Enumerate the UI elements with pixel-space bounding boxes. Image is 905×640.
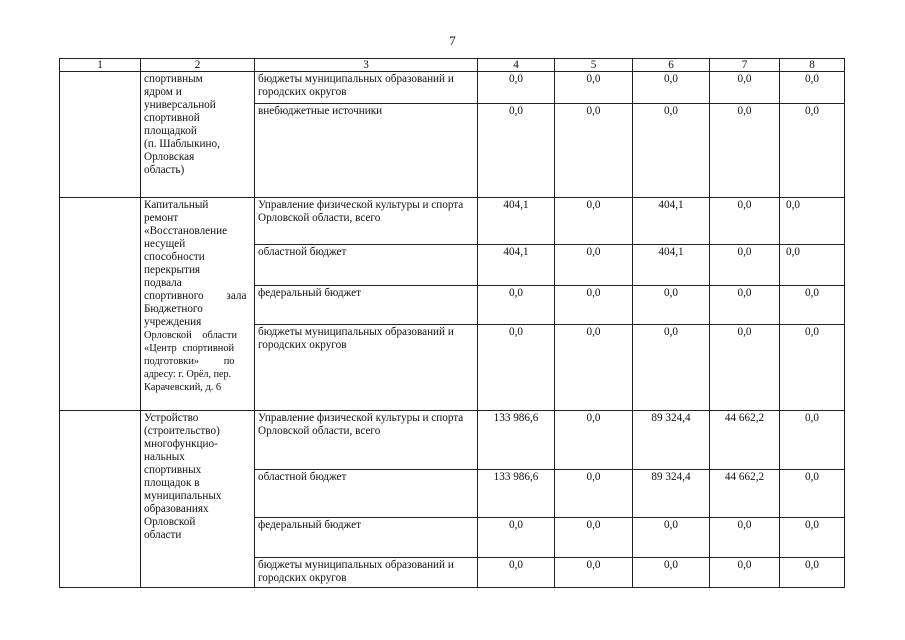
object-name-line: Бюджетного <box>144 303 203 315</box>
value-cell: 0,0 <box>555 470 633 518</box>
value-cell: 0,0 <box>710 518 780 558</box>
value-cell: 404,1 <box>633 245 710 286</box>
funding-source-cell: областной бюджет <box>255 470 478 518</box>
object-name-line: учреждения <box>144 316 202 328</box>
value-cell: 0,0 <box>478 104 555 198</box>
object-name-line: подвала <box>144 277 182 289</box>
value-cell: 0,0 <box>780 245 845 286</box>
page-number: 7 <box>449 33 456 48</box>
value-cell: 404,1 <box>633 198 710 245</box>
object-name-cell <box>141 411 255 588</box>
value-cell: 0,0 <box>780 198 845 245</box>
item-number-cell <box>60 198 141 411</box>
value-cell: 0,0 <box>555 411 633 470</box>
value-cell: 0,0 <box>710 104 780 198</box>
value-cell: 404,1 <box>478 198 555 245</box>
value-cell: 0,0 <box>780 558 845 588</box>
column-header-2: 2 <box>141 59 255 72</box>
column-header-4: 4 <box>478 59 555 72</box>
object-name-line: Орловской <box>144 516 196 528</box>
item-number-cell <box>60 72 141 198</box>
funding-source-cell: федеральный бюджет <box>255 518 478 558</box>
value-cell: 0,0 <box>478 518 555 558</box>
object-name-line: подготовки» по <box>144 356 235 367</box>
funding-source-cell: Управление физической культуры и спорта Орловской области, всего <box>255 411 478 470</box>
value-cell: 0,0 <box>633 325 710 411</box>
value-cell: 0,0 <box>478 72 555 104</box>
object-name-line: Орловская <box>144 151 195 163</box>
value-cell: 0,0 <box>633 72 710 104</box>
value-cell: 0,0 <box>780 72 845 104</box>
funding-source-cell: федеральный бюджет <box>255 286 478 325</box>
object-name-cell <box>141 72 255 198</box>
table-row <box>60 411 845 470</box>
object-name-line: муниципальных <box>144 490 222 502</box>
funding-source-cell: бюджеты муниципальных образований и городских округов <box>255 558 478 588</box>
value-cell: 0,0 <box>710 286 780 325</box>
object-name-line: Карачевский, д. 6 <box>144 382 222 393</box>
value-cell: 44 662,2 <box>710 411 780 470</box>
item-number-cell <box>60 411 141 588</box>
value-cell: 0,0 <box>780 470 845 518</box>
value-cell: 0,0 <box>478 286 555 325</box>
object-name-line: спортивным <box>144 73 203 85</box>
object-name-cell <box>141 198 255 411</box>
object-name-line: ремонт <box>144 212 179 224</box>
funding-source-cell: Управление физической культуры и спорта Орловской области, всего <box>255 198 478 245</box>
funding-source-cell: бюджеты муниципальных образований и городских округов <box>255 325 478 411</box>
value-cell: 0,0 <box>555 325 633 411</box>
object-name-line: «Восстановление <box>144 225 228 237</box>
value-cell: 404,1 <box>478 245 555 286</box>
column-header-3: 3 <box>255 59 478 72</box>
value-cell: 0,0 <box>555 245 633 286</box>
object-name-line: образованиях <box>144 503 209 515</box>
object-name-line: «Центр спортивной <box>144 343 235 354</box>
table-row <box>60 198 845 245</box>
value-cell: 0,0 <box>555 518 633 558</box>
value-cell: 0,0 <box>710 325 780 411</box>
object-name-line: нальных <box>144 451 185 463</box>
value-cell: 0,0 <box>555 72 633 104</box>
value-cell: 0,0 <box>780 104 845 198</box>
column-header-1: 1 <box>60 59 141 72</box>
column-header-7: 7 <box>710 59 780 72</box>
funding-source-cell: областной бюджет <box>255 245 478 286</box>
value-cell: 133 986,6 <box>478 470 555 518</box>
object-name-line: перекрытия <box>144 264 201 276</box>
object-name-line: спортивного зала <box>144 290 247 302</box>
value-cell: 0,0 <box>710 72 780 104</box>
budget-table <box>59 58 845 588</box>
object-name-line: область) <box>144 164 185 176</box>
object-name-line: площадкой <box>144 125 197 137</box>
value-cell: 89 324,4 <box>633 411 710 470</box>
object-name-line: области <box>144 529 182 541</box>
object-name-line: многофункцио- <box>144 438 218 450</box>
value-cell: 133 986,6 <box>478 411 555 470</box>
object-name-line: универсальной <box>144 99 216 111</box>
value-cell: 0,0 <box>710 245 780 286</box>
object-name-line: площадок в <box>144 477 200 489</box>
object-name-line: несущей <box>144 238 186 250</box>
value-cell: 0,0 <box>710 198 780 245</box>
value-cell: 0,0 <box>555 558 633 588</box>
object-name-line: спортивных <box>144 464 202 476</box>
value-cell: 0,0 <box>780 518 845 558</box>
object-name-line: спортивной <box>144 112 200 124</box>
funding-source-cell: бюджеты муниципальных образований и городских округов <box>255 72 478 104</box>
object-name-line: ядром и <box>144 86 182 98</box>
value-cell: 0,0 <box>478 558 555 588</box>
value-cell: 0,0 <box>780 325 845 411</box>
value-cell: 0,0 <box>780 286 845 325</box>
value-cell: 0,0 <box>710 558 780 588</box>
value-cell: 0,0 <box>633 558 710 588</box>
object-name-line: Капитальный <box>144 199 209 211</box>
column-header-5: 5 <box>555 59 633 72</box>
object-name-line: адресу: г. Орёл, пер. <box>144 369 232 380</box>
value-cell: 0,0 <box>633 104 710 198</box>
value-cell: 0,0 <box>555 198 633 245</box>
object-name-line: (строительство) <box>144 425 220 437</box>
value-cell: 0,0 <box>555 104 633 198</box>
column-header-8: 8 <box>780 59 845 72</box>
value-cell: 0,0 <box>633 286 710 325</box>
column-number-row <box>60 59 845 72</box>
value-cell: 0,0 <box>478 325 555 411</box>
column-header-6: 6 <box>633 59 710 72</box>
object-name-line: способности <box>144 251 205 263</box>
value-cell: 44 662,2 <box>710 470 780 518</box>
object-name-line: Орловской области <box>144 330 238 341</box>
value-cell: 0,0 <box>555 286 633 325</box>
funding-source-cell: внебюджетные источники <box>255 104 478 198</box>
value-cell: 0,0 <box>633 518 710 558</box>
value-cell: 0,0 <box>780 411 845 470</box>
table-row <box>60 72 845 104</box>
object-name-line: Устройство <box>144 412 199 424</box>
object-name-line: (п. Шаблыкино, <box>144 138 220 150</box>
value-cell: 89 324,4 <box>633 470 710 518</box>
